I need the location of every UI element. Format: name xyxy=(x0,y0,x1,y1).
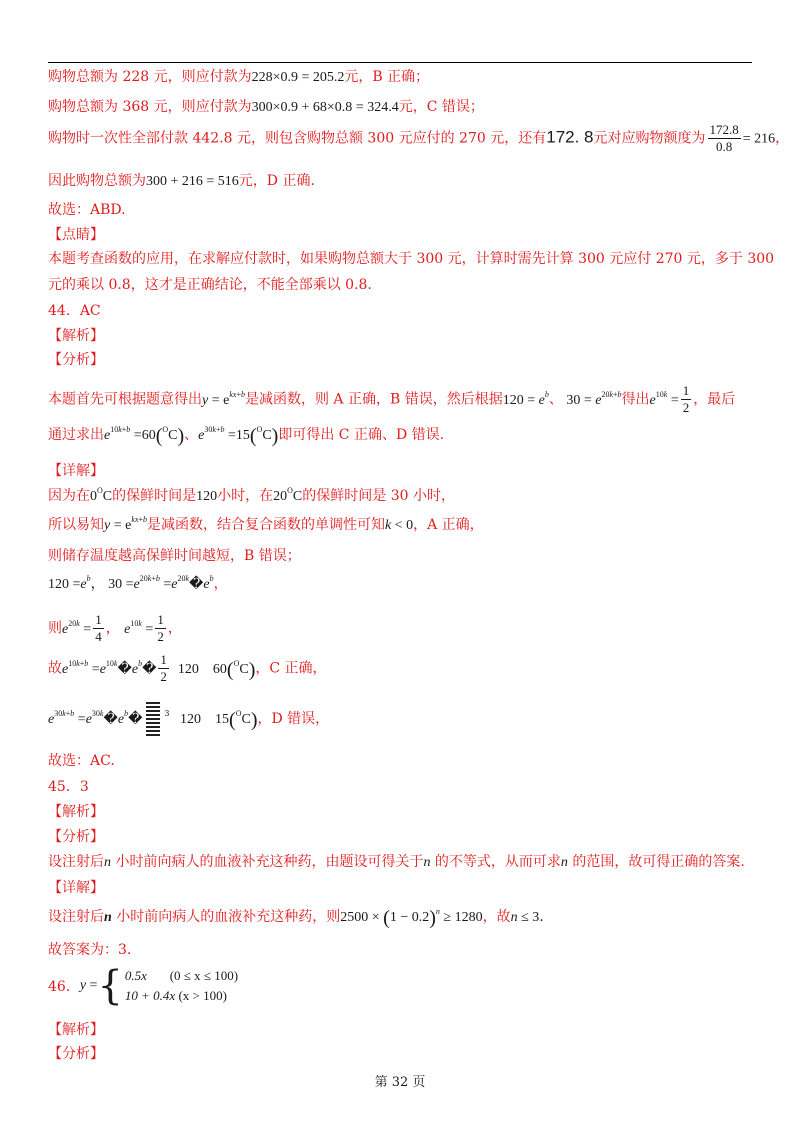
q43-line-b: 购物总额为 228 元，则应付款为228×0.9 = 205.2元，B 正确； xyxy=(48,69,430,85)
q43-line-d2: 因此购物总额为300 + 216 = 516元，D 正确. xyxy=(48,173,315,189)
q43-tip-head: 【点睛】 xyxy=(48,227,104,243)
garbled-glyph xyxy=(146,702,160,736)
q44-half: $\frac{1}{2}$ xyxy=(682,383,690,415)
q44-quarter: $\frac{1}{4}$ xyxy=(95,612,102,644)
q43-tip-2: 元的乘以 0.8，这才是正确结论，不能全部乘以 0.8. xyxy=(48,277,372,293)
q44-detail-6: 故$e^{10k+b}$ $=e^{10k}�e^b�$ $\frac{1}{2}$ 120 60($^O$C)，C 正确， xyxy=(48,652,327,684)
q43-amount: 172. 8 xyxy=(546,127,594,147)
q44-select: 故选：AC. xyxy=(48,753,115,769)
q43-tip-1: 本题考查函数的应用，在求解应付款时，如果购物总额大于 300 元，计算时需先计算 300 元应付 270 元，多于 300 xyxy=(48,251,775,267)
q46-jiexi: 【解析】 xyxy=(48,1022,104,1038)
q44-half-3: $\frac{1}{2}$ xyxy=(160,652,167,684)
q44-analysis-2: 通过求出$e^{10k+b} =60(^OC)$、$e^{30k+b} =15(^OC)$即可得出 C 正确、D 错误. xyxy=(48,425,445,447)
q44-func: $y = e^{kx+b}$ xyxy=(202,389,245,408)
q45-analysis: 设注射后n 小时前向病人的血液补充这种药，由题设可得关于n 的不等式，从而可求n 的范围，故可得正确的答案. xyxy=(48,854,745,870)
q43-line-c: 购物总额为 368 元，则应付款为300×0.9 + 68×0.8 = 324.4元，C 错误； xyxy=(48,99,484,115)
page-footer: 第 32 页 xyxy=(374,1075,426,1090)
q44-k-neg: k < 0 xyxy=(384,518,414,533)
q46-brace: { xyxy=(97,963,123,1009)
q44-detail-5: 则$e^{20k}$ = $\frac{1}{4}$ ， $e^{10k}$ = $\frac{1}{2}$ ， xyxy=(48,612,182,644)
q45-jiexi: 【解析】 xyxy=(48,804,104,820)
q44-eq-4: $e^{10k+b} =60(^OC)$ xyxy=(104,425,185,447)
q44-detail-3: 则储存温度越高保鲜时间越短，B 错误； xyxy=(48,548,301,564)
q45-answer: 故答案为：3. xyxy=(48,942,132,958)
q43-math-b: 228×0.9 = 205.2 xyxy=(251,70,345,85)
q43-select: 故选：ABD. xyxy=(48,202,126,218)
q43-math-c: 300×0.9 + 68×0.8 = 324.4 xyxy=(251,100,399,115)
q44-jiexi: 【解析】 xyxy=(48,328,104,344)
q44-eq-1: $120 = e^b$ xyxy=(502,389,549,408)
q46-heading: 46．y ={ 0.5x (0 ≤ x ≤ 100) 10 + 0.4x (x > 100) xyxy=(48,963,239,1009)
q44-temp-0: $0^OC$ xyxy=(90,486,113,504)
q43-line-d1: 购物时一次性全部付款 442.8 元，则包含购物总额 300 元应付的 270 元，还有172. 8元对应购物额度为 $\frac{172.8}{0.8}$ = 216， xyxy=(48,122,790,154)
q45-xiangjie: 【详解】 xyxy=(48,880,104,896)
q44-eq-3: $e^{10k}$ = xyxy=(649,389,679,408)
q44-detail-2: 所以易知$y = e^{kx+b}$是减函数，结合复合函数的单调性可知k < 0，A 正确， xyxy=(48,515,484,533)
q46-cases: 0.5x (0 ≤ x ≤ 100) 10 + 0.4x (x > 100) xyxy=(124,968,239,1003)
q45-heading: 45．3 xyxy=(48,779,89,795)
q46-fenxi: 【分析】 xyxy=(48,1046,104,1062)
q44-heading: 44．AC xyxy=(48,303,101,319)
q44-eq-6: $120 =e^b$， $30 =e^{20k+b}$ $=e^{20k}�e^b$ xyxy=(48,574,214,592)
q43-fraction: $\frac{172.8}{0.8}$ xyxy=(709,122,739,154)
q45-inequality: $2500 \times (1 - 0.2)^n \ge 1280$ xyxy=(340,907,483,929)
header-rule xyxy=(48,62,752,63)
q45-detail: 设注射后n 小时前向病人的血液补充这种药，则$2500 \times (1 - 0.2)^n \ge 1280$，故n ≤ 3. xyxy=(48,907,544,929)
q44-analysis-1: 本题首先可根据题意得出$y = e^{kx+b}$是减函数，则 A 正确，B 错误，然后根据$120 = e^b$、 $30 = e^{20k+b}$得出$e^{10k}$ = $\frac{1}{2}$ ，最后 xyxy=(48,383,736,415)
q44-func-2: $y = e^{kx+b}$ xyxy=(104,515,147,533)
q44-half-2: $\frac{1}{2}$ xyxy=(157,612,164,644)
q43-math-d: 300 + 216 = 516 xyxy=(146,174,239,189)
q44-xiangjie: 【详解】 xyxy=(48,463,104,479)
q44-detail-7: $e^{30k+b}$ $=e^{30k}�e^b�$ $^3$ 120 15($^O$C)，D 错误， xyxy=(48,702,752,736)
q44-detail-4: $120 =e^b$， $30 =e^{20k+b}$ $=e^{20k}�e^b$， xyxy=(48,574,228,592)
q44-temp-20: $20^OC$ xyxy=(273,486,303,504)
q44-eq-2: $30 = e^{20k+b}$ xyxy=(562,389,622,408)
q45-fenxi: 【分析】 xyxy=(48,829,104,845)
q44-eq-5: $e^{30k+b} =15(^OC)$ xyxy=(198,425,279,447)
q44-hours-120: 120 xyxy=(196,489,218,504)
q44-detail-1: 因为在$0^OC$的保鲜时间是120小时，在$20^OC$的保鲜时间是 30 小时， xyxy=(48,486,455,504)
q44-fenxi: 【分析】 xyxy=(48,352,104,368)
